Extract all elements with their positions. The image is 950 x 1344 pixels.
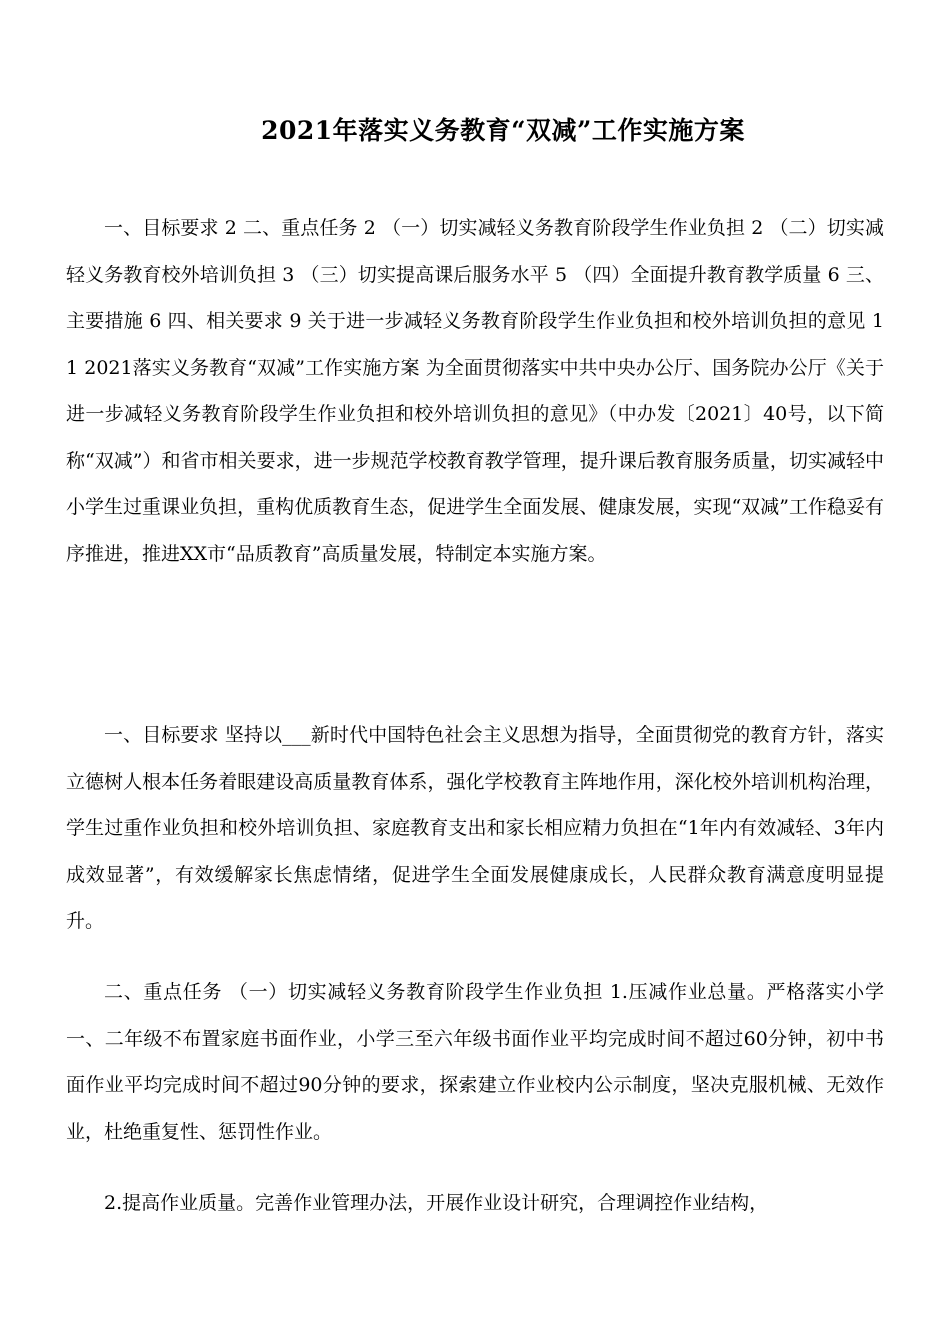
paragraph-improve-homework-quality: 2.提高作业质量。完善作业管理办法，开展作业设计研究，合理调控作业结构，	[104, 1192, 769, 1214]
paragraph-goals-requirements: 一、目标要求 坚持以___新时代中国特色社会主义思想为指导，全面贯彻党的教育方针，落实立德树人根本任务着眼建设高质量教育体系，强化学校教育主阵地作用，深化校外培训机构治理，学生过重作业负担和校外培训负担、家庭教育支出和家长相应精力负担在“1年内有效减轻、3年内成效显著”，有效缓解家长焦虑情绪，促进学生全面发展健康成长，人民群众教育满意度明显提升。	[66, 724, 884, 932]
paragraph-table-of-contents-and-preamble: 一、目标要求 2 二、重点任务 2 （一）切实减轻义务教育阶段学生作业负担 2 （二）切实减轻义务教育校外培训负担 3 （三）切实提高课后服务水平 5 （四）全面提升教育教学质量 6 三、主要措施 6 四、相关要求 9 关于进一步减轻义务教育阶段学生作业负担和校外培训负担的意见 11 2021落实义务教育“双减”工作实施方案 为全面贯彻落实中共中央办公厅、国务院办公厅《关于进一步减轻义务教育阶段学生作业负担和校外培训负担的意见》（中办发〔2021〕40号，以下简称“双减”）和省市相关要求，进一步规范学校教育教学管理，提升课后教育服务质量，切实减轻中小学生过重课业负担，重构优质教育生态，促进学生全面发展、健康发展，实现“双减”工作稳妥有序推进，推进XX市“品质教育”高质量发展，特制定本实施方案。	[66, 217, 884, 565]
paragraph-key-tasks: 二、重点任务 （一）切实减轻义务教育阶段学生作业负担 1.压减作业总量。严格落实小学一、二年级不布置家庭书面作业，小学三至六年级书面作业平均完成时间不超过60分钟，初中书面作业平均完成时间不超过90分钟的要求，探索建立作业校内公示制度，坚决克服机械、无效作业，杜绝重复性、惩罚性作业。	[66, 981, 884, 1143]
document-title: 2021年落实义务教育“双减”工作实施方案	[261, 115, 745, 145]
